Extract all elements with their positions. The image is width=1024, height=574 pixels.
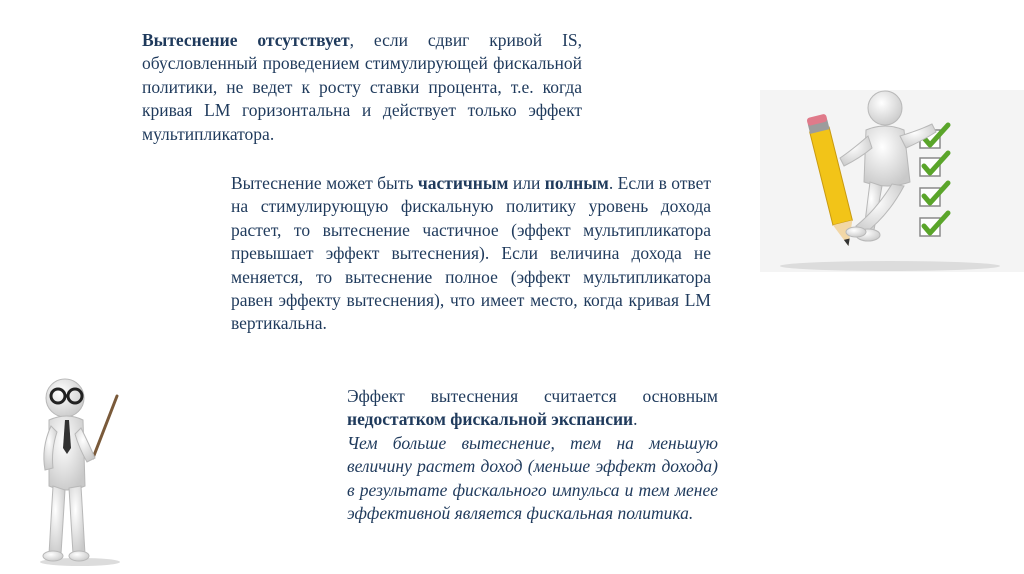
paragraph-text: . Если в ответ на стимулирующую фискальную политику уровень дохода растет, то вытеснение частичное (эффект мультипликатора превышает эффект вытеснения). Если величина дохода не меняется, то вытеснение полное (эффект мультипликатора равен эффекту вытеснения), что имеет место, когда кривая LM вертикальна. bbox=[231, 173, 711, 334]
paragraph-drawback bbox=[347, 385, 718, 525]
figure-with-pencil-checklist-icon bbox=[760, 90, 1024, 272]
italic-conclusion: Чем больше вытеснение, тем на меньшую величину растет доход (меньше эффект дохода) в результате фискального импульса и тем менее эффективной является фискальная политика. bbox=[347, 432, 718, 524]
paragraph-text: . bbox=[633, 409, 638, 430]
paragraph-text: или bbox=[508, 173, 545, 193]
paragraph-partial-full bbox=[231, 172, 711, 336]
paragraph-no-crowding-out bbox=[142, 29, 582, 146]
paragraph-text: Вытеснение может быть bbox=[231, 173, 418, 193]
term-partial: частичным bbox=[417, 173, 509, 193]
term-drawback: недостатком фискальной экспансии bbox=[347, 409, 634, 430]
paragraph-text: Эффект вытеснения считается основным bbox=[347, 386, 718, 406]
term-full: полным bbox=[544, 173, 609, 193]
teacher-figure-with-pointer-icon bbox=[25, 358, 175, 568]
paragraph-text: , если сдвиг кривой IS, обусловленный проведением стимулирующей фискальной политики, не ведет к росту ставки процента, т.е. когда кривая LM горизонтальна и действует только эффект мультипликатора. bbox=[142, 30, 583, 144]
term-no-crowding-out: Вытеснение отсутствует bbox=[142, 30, 350, 50]
